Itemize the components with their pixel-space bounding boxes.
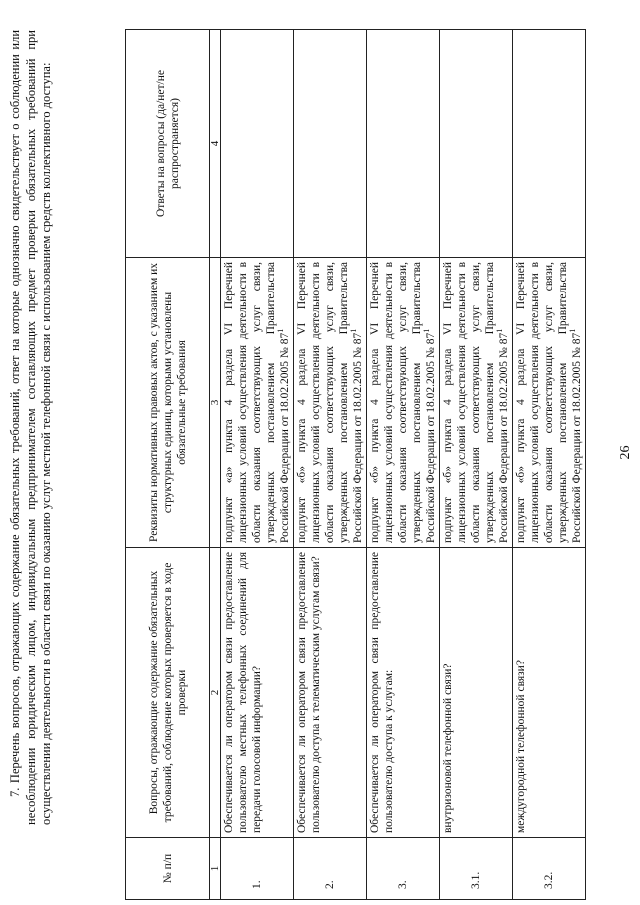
row-reference: подпункт «б» пункта 4 раздела VI Перечней лицензионных условий осуществления деятельности в области оказания соответствующих услуг связи, утвержденных постановлением Правительства Российской Федерации от 18.02.2005 № $87^1$ [367,258,440,548]
row-question: Обеспечивается ли оператором связи предоставление пользователю местных телефонных соединений для передачи голосовой информации? [221,548,294,838]
requirements-table [125,29,586,900]
row-answer[interactable] [513,30,586,258]
row-answer[interactable] [294,30,367,258]
table-row [294,30,367,900]
table-row [513,30,586,900]
row-question: междугородной телефонной связи? [513,548,586,838]
row-answer[interactable] [221,30,294,258]
row-number: 1. [221,838,294,900]
footnote-marker: 1 [276,328,286,333]
column-index: 3 [210,258,221,548]
column-index: 2 [210,548,221,838]
page-number: 26 [618,445,633,460]
row-reference: подпункт «б» пункта 4 раздела VI Перечней лицензионных условий осуществления деятельности в области оказания соответствующих услуг связи, утвержденных постановлением Правительства Российской Федерации от 18.02.2005 № $87^1$ [440,258,513,548]
footnote-marker: 1 [422,328,432,333]
column-index: 1 [210,838,221,900]
column-index: 4 [210,30,221,258]
intro-text: Перечень вопросов, отражающих содержание обязательных требований, ответ на которые однозначно свидетельствует о соблюдении или несоблюдении юридическим лицом, индивидуальным предпринимателем составляющих предмет проверки обязательных требований при осуществлении деятельности в области связи по оказанию услуг местной телефонной связи с использованием средств коллективного доступа: [8,29,53,825]
header-answer: Ответы на вопросы (да/нет/не распространяется) [126,30,210,258]
intro-paragraph [8,30,55,825]
row-question: внутризоновой телефонной связи? [440,548,513,838]
column-index-row [210,30,221,900]
table-row [367,30,440,900]
row-reference: подпункт «а» пункта 4 раздела VI Перечней лицензионных условий осуществления деятельности в области оказания соответствующих услуг связи, утвержденных постановлением Правительства Российской Федерации от 18.02.2005 № $87^1$ [221,258,294,548]
row-number: 3.1. [440,838,513,900]
table-header-row [126,30,210,900]
row-number: 2. [294,838,367,900]
row-answer[interactable] [440,30,513,258]
header-number: № п/п [126,838,210,900]
row-reference: подпункт «б» пункта 4 раздела VI Перечней лицензионных условий осуществления деятельности в области оказания соответствующих услуг связи, утвержденных постановлением Правительства Российской Федерации от 18.02.2005 № $87^1$ [513,258,586,548]
footnote-marker: 1 [349,328,359,333]
header-question: Вопросы, отражающие содержание обязательных требований, соблюдение которых проверяется в ходе проверки [126,548,210,838]
row-number: 3.2. [513,838,586,900]
footnote-marker: 1 [568,328,578,333]
row-number: 3. [367,838,440,900]
row-answer[interactable] [367,30,440,258]
footnote-marker: 1 [495,328,505,333]
row-question: Обеспечивается ли оператором связи предоставление пользователю доступа к телематическим услугам связи? [294,548,367,838]
row-reference: подпункт «б» пункта 4 раздела VI Перечней лицензионных условий осуществления деятельности в области оказания соответствующих услуг связи, утвержденных постановлением Правительства Российской Федерации от 18.02.2005 № $87^1$ [294,258,367,548]
section-number: 7. [8,787,22,797]
header-reference: Реквизиты нормативных правовых актов, с указанием их структурных единиц, которыми установлены обязательные требования [126,258,210,548]
row-question: Обеспечивается ли оператором связи предоставление пользователю доступа к услугам: [367,548,440,838]
table-row [440,30,513,900]
table-row [221,30,294,900]
